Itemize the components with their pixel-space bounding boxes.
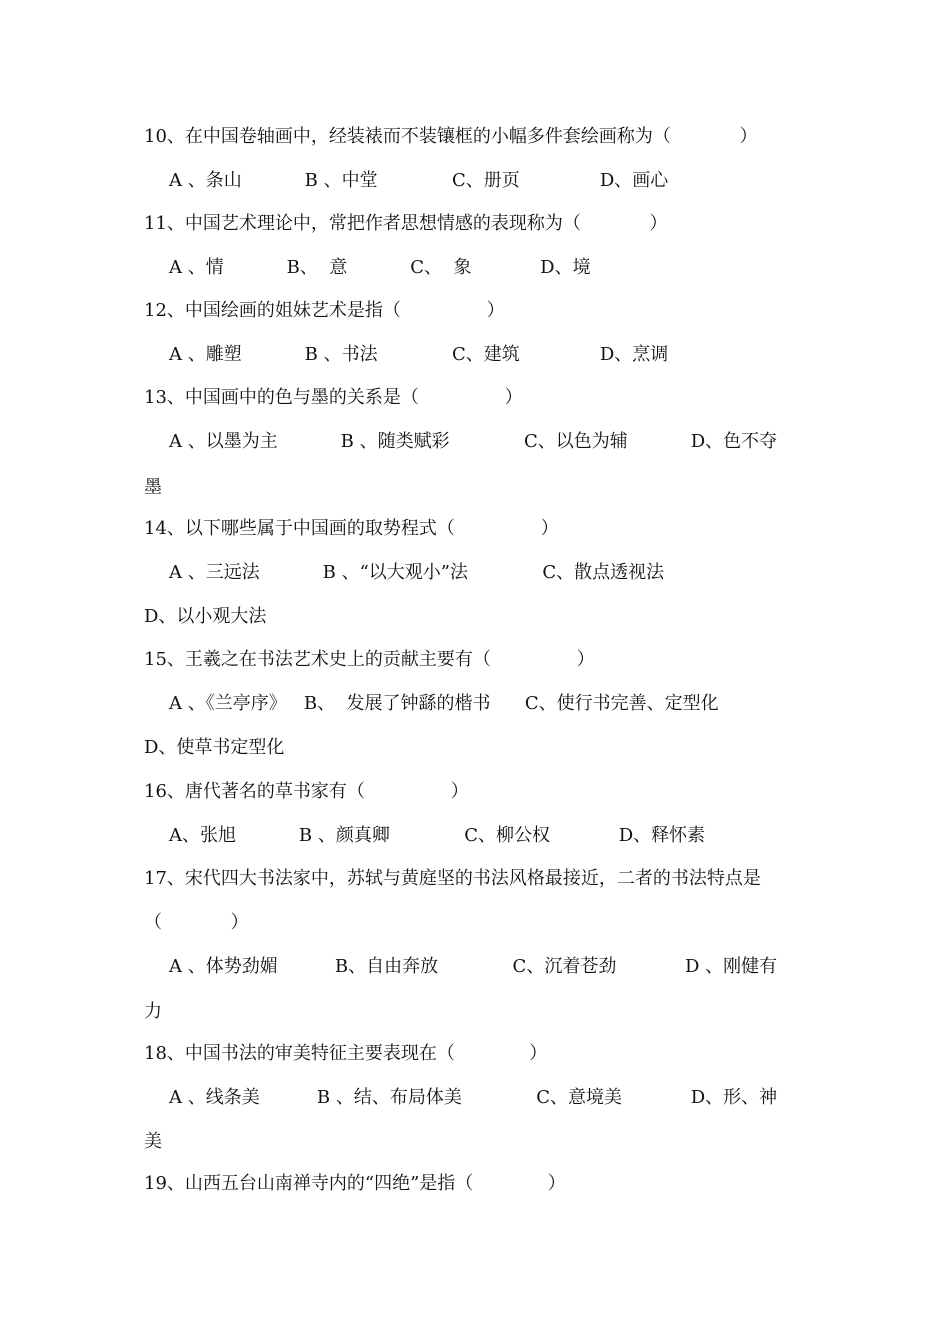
question-14: 14、以下哪些属于中国画的取势程式（ ） bbox=[144, 518, 559, 539]
options-13: A 、以墨为主 B 、随类赋彩 C、以色为辅 D、色不夺 bbox=[169, 431, 778, 452]
options-17-cont: 力 bbox=[144, 1001, 162, 1022]
options-12: A 、雕塑 B 、书法 C、建筑 D、烹调 bbox=[169, 344, 669, 365]
options-15-cont: D、使草书定型化 bbox=[144, 737, 285, 758]
question-11: 11、中国艺术理论中，常把作者思想情感的表现称为（ ） bbox=[144, 213, 668, 234]
question-19: 19、山西五台山南禅寺内的“四绝”是指（ ） bbox=[144, 1173, 566, 1194]
options-14: A 、三远法 B 、“以大观小”法 C、散点透视法 bbox=[169, 562, 665, 583]
question-18: 18、中国书法的审美特征主要表现在（ ） bbox=[144, 1043, 548, 1064]
options-15: A 、《兰亭序》 B、 发展了钟繇的楷书 C、使行书完善、定型化 bbox=[169, 693, 719, 714]
question-15: 15、王羲之在书法艺术史上的贡献主要有（ ） bbox=[144, 649, 595, 670]
question-16: 16、唐代著名的草书家有（ ） bbox=[144, 781, 469, 802]
question-17-cont: （ ） bbox=[144, 912, 249, 933]
question-10: 10、在中国卷轴画中，经装裱而不装镶框的小幅多件套绘画称为（ ） bbox=[144, 126, 758, 147]
options-18: A 、线条美 B 、结、布局体美 C、意境美 D、形、神 bbox=[169, 1087, 778, 1108]
options-17: A 、体势劲媚 B、自由奔放 C、沉着苍劲 D 、刚健有 bbox=[169, 956, 778, 977]
question-17: 17、宋代四大书法家中，苏轼与黄庭坚的书法风格最接近，二者的书法特点是 bbox=[144, 868, 761, 889]
options-13-cont: 墨 bbox=[144, 477, 162, 498]
options-14-cont: D、以小观大法 bbox=[144, 606, 267, 627]
question-13: 13、中国画中的色与墨的关系是（ ） bbox=[144, 387, 523, 408]
options-18-cont: 美 bbox=[144, 1131, 162, 1152]
options-11: A 、情 B、 意 C、 象 D、境 bbox=[169, 257, 591, 278]
options-10: A 、条山 B 、中堂 C、册页 D、画心 bbox=[169, 170, 669, 191]
question-12: 12、中国绘画的姐妹艺术是指（ ） bbox=[144, 300, 505, 321]
options-16: A、张旭 B 、颜真卿 C、柳公权 D、释怀素 bbox=[169, 825, 706, 846]
